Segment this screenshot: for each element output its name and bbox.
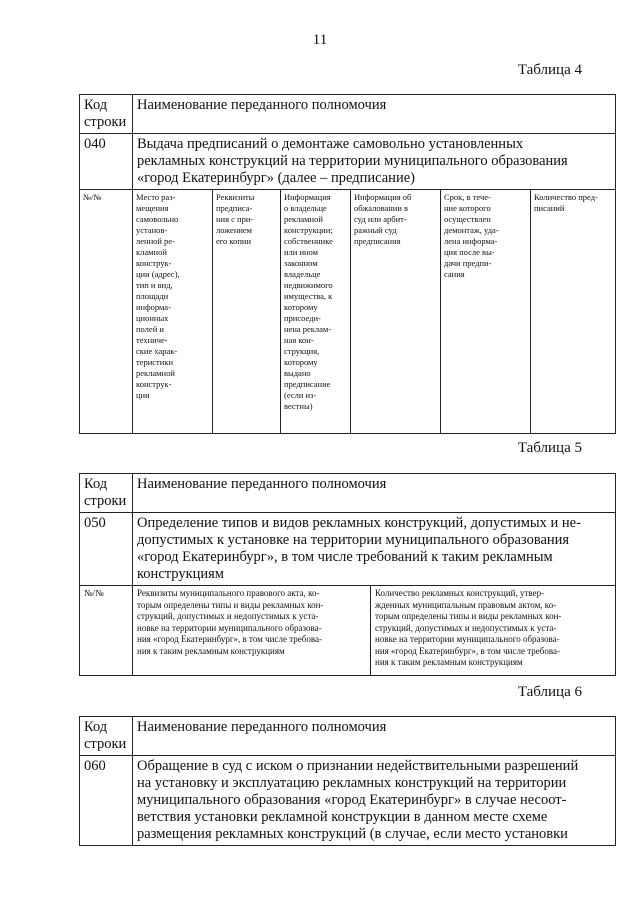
code-header: Код строки (80, 95, 133, 134)
table-4 (79, 94, 616, 434)
subcol-act-details: Реквизиты муниципального правового акта, ко- торым определены типы и виды рекламных кон- струкций, допустимых и недопустимых к уста- новке на территории муниципального образова- ния «город Екатеринбург», в том числе требова- ния к таким рекламным конструкциям (133, 586, 371, 676)
subcol-number: №/№ (80, 190, 133, 434)
table-6 (79, 716, 616, 846)
subcol-appeal-info: Информация об обжаловании в суд или арбит- ражный суд предписания (351, 190, 441, 434)
row-code: 040 (80, 134, 133, 190)
table-5-header-row (80, 474, 616, 513)
name-header: Наименование переданного полномочия (133, 474, 616, 513)
table-6-data-row (80, 756, 616, 846)
subcol-dismantling-term: Срок, в тече- ние которого осуществлен демонтаж, уда- лена информа- ция после вы- дачи предпи- сания (441, 190, 531, 434)
subcol-number: №/№ (80, 586, 133, 676)
table-5-subheader-row (80, 586, 616, 676)
row-name: Обращение в суд с иском о признании недействительными разрешений на установку и эксплуатацию рекламных конструкций на территории муниципального образования «город Екатеринбург» в случае несоот- ветствия установки рекламной конструкции в данном месте схеме размещения рекламных конструкций (в случае, если место установки (133, 756, 616, 846)
table-4-header-row (80, 95, 616, 134)
code-header: Код строки (80, 474, 133, 513)
table-5-data-row (80, 513, 616, 586)
subcol-constructions-count: Количество рекламных конструкций, утвер- жденных муниципальным правовым актом, ко- торым определены типы и виды рекламных кон- струкций, допустимых и недопустимых к уста- новке на территории муниципального образова- ния «город Екатеринбург», в том числе требова- ния к таким рекламным конструкциям (371, 586, 616, 676)
table-4-data-row (80, 134, 616, 190)
row-name: Определение типов и видов рекламных конструкций, допустимых и не- допустимых к установке на территории муниципального образования «город Екатеринбург», в том числе требований к таким рекламным конструкциям (133, 513, 616, 586)
row-code: 050 (80, 513, 133, 586)
row-code: 060 (80, 756, 133, 846)
name-header: Наименование переданного полномочия (133, 95, 616, 134)
table-6-caption: Таблица 6 (517, 684, 582, 700)
table-6-header-row (80, 717, 616, 756)
code-header: Код строки (80, 717, 133, 756)
subcol-order-details: Реквизиты предписа- ния с при- ложением его копии (213, 190, 281, 434)
name-header: Наименование переданного полномочия (133, 717, 616, 756)
row-name: Выдача предписаний о демонтаже самовольно установленных рекламных конструкций на территории муниципального образования «город Екатеринбург» (далее – предписание) (133, 134, 616, 190)
subcol-location: Место раз- мещения самовольно установ- ленной ре- кламной конструк- ции (адрес), тип и вид, площади информа- ционных полей и техниче- ские харак- теристики рекламной конструк- ции (133, 190, 213, 434)
subcol-owner-info: Информация о владельце рекламной конструкции; собственнике или ином законном владельце недвижимого имущества, к которому присоеди- нена реклам- ная кон- струкция, которому выдано предписание (если из- вестны) (281, 190, 351, 434)
table-4-caption: Таблица 4 (517, 62, 582, 78)
table-5-caption: Таблица 5 (517, 440, 582, 456)
page-number: 11 (312, 32, 328, 48)
subcol-orders-count: Количество пред- писаний (531, 190, 616, 434)
table-5 (79, 473, 616, 676)
table-4-subheader-row (80, 190, 616, 434)
